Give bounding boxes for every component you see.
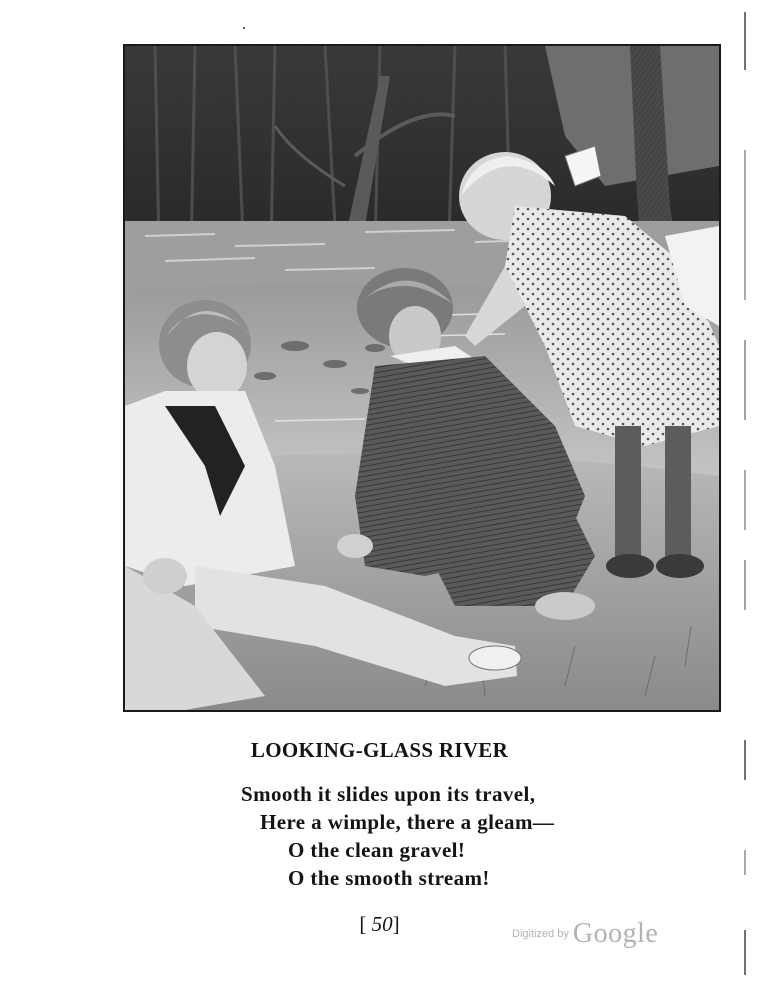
poem-line: Here a wimple, there a gleam—	[260, 810, 555, 834]
bracket-open: [	[359, 912, 367, 936]
poem-line: O the smooth stream!	[288, 866, 490, 890]
digitized-watermark	[512, 918, 658, 950]
ink-speck	[243, 27, 245, 29]
bracket-close: ]	[392, 912, 400, 936]
poem-line: Smooth it slides upon its travel,	[241, 782, 536, 806]
poem-title: LOOKING-GLASS RIVER	[250, 738, 509, 762]
watermark-prefix: Digitized by	[512, 928, 569, 940]
illustration-children-by-river	[123, 44, 721, 712]
watermark-brand: Google	[572, 918, 659, 949]
poem-line: O the clean gravel!	[288, 838, 466, 862]
page-number-value: 50	[371, 912, 393, 936]
scan-edge-lines	[740, 0, 752, 1000]
children-by-river-engraving-icon	[125, 46, 719, 710]
